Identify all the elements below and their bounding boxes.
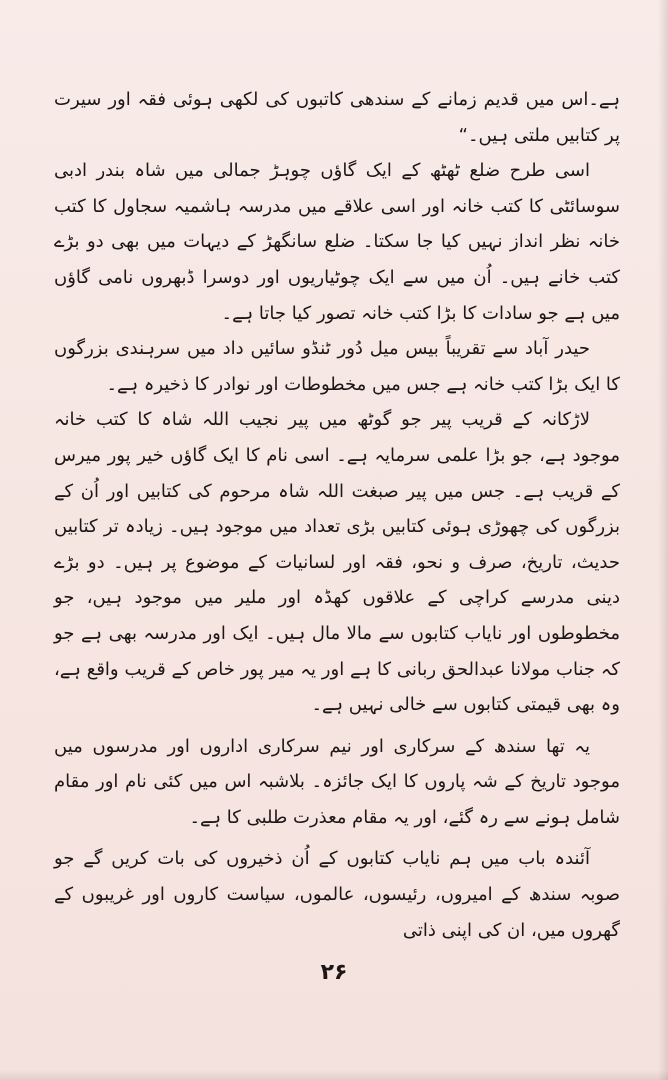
paragraph-5: یہ تھا سندھ کے سرکاری اور نیم سرکاری اداروں اور مدرسوں میں موجود تاریخ کے شہ پاروں کا ایک جائزہ۔ بلاشبہ اس میں کئی نام اور مقام شامل ہونے سے رہ گئے، اور یہ مقام معذرت طلبی کا ہے۔ (54, 735, 620, 828)
paragraph-6: آئندہ باب میں ہم نایاب کتابوں کے اُن ذخیروں کی بات کریں گے جو صوبہ سندھ کے امیروں، رئیسوں، عالموں، سیاست کاروں اور غریبوں کے گھروں میں، ان کی اپنی ذاتی (54, 848, 620, 941)
paragraph-1: ہے۔اس میں قدیم زمانے کے سندھی کاتبوں کی لکھی ہوئی فقہ اور سیرت پر کتابیں ملتی ہیں۔“ (54, 89, 620, 146)
paragraph-3: حیدر آباد سے تقریباً بیس میل دُور ٹنڈو سائیں داد میں سرہندی بزرگوں کا ایک بڑا کتب خانہ ہے جس میں مخطوطات اور نوادر کا ذخیرہ ہے۔ (54, 338, 620, 395)
page-edge-shadow (658, 0, 668, 1080)
page-body-text (54, 82, 620, 948)
page-bottom-shadow (0, 1070, 668, 1080)
paragraph-4: لاڑکانہ کے قریب پیر جو گوٹھ میں پیر نجیب اللہ شاہ کا کتب خانہ موجود ہے، جو بڑا علمی سرمایہ ہے۔ اسی نام کا ایک گاؤں خیر پور میرس کے قریب ہے۔ جس میں پیر صبغت اللہ شاہ مرحوم کی کتابیں اور اُن کے بزرگوں کی چھوڑی ہوئی کتابیں بڑی تعداد میں موجود ہیں۔ زیادہ تر کتابیں حدیث، تاریخ، صرف و نحو، فقہ اور لسانیات کے موضوع پر ہیں۔ دو بڑے دینی مدرسے کراچی کے علاقوں کھڈہ اور ملیر میں موجود ہیں، جو مخطوطوں اور نایاب کتابوں سے مالا مال ہیں۔ ایک اور مدرسہ بھی ہے جو کہ جناب مولانا عبدالحق ربانی کا ہے اور یہ میر پور خاص کے قریب واقع ہے، وہ بھی قیمتی کتابوں سے خالی نہیں ہے۔ (54, 409, 620, 716)
page-number: ۲۶ (320, 960, 348, 985)
paragraph-2: اسی طرح ضلع ٹھٹھ کے ایک گاؤں چوہڑ جمالی میں شاہ بندر ادبی سوسائٹی کا کتب خانہ اور اسی علاقے میں مدرسہ ہاشمیہ سجاول کا کتب خانہ نظر انداز نہیں کیا جا سکتا۔ ضلع سانگھڑ کے دیہات میں بھی دو بڑے کتب خانے ہیں۔ اُن میں سے ایک چوٹیاریوں اور دوسرا ڈبھروں نامی گاؤں میں ہے جو سادات کا بڑا کتب خانہ تصور کیا جاتا ہے۔ (54, 160, 620, 324)
